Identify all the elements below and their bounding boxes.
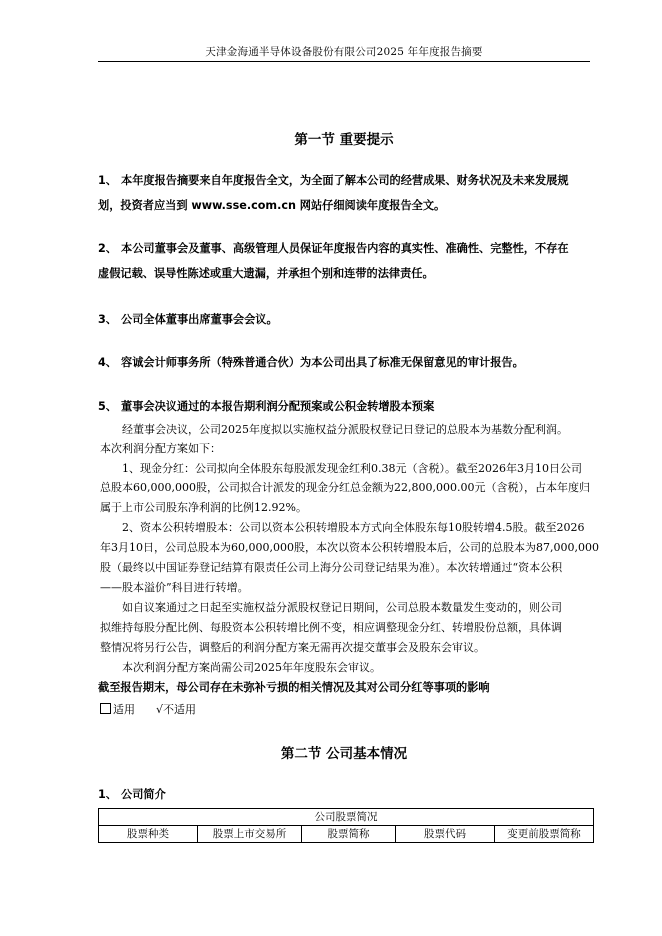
column-header: 股票种类 [99,826,198,843]
item-number: 1、 [98,174,117,187]
plan-line: 1、现金分红：公司拟向全体股东每股派发现金红利0.38元（含税）。截至2026年3月10日公司 [122,462,582,475]
plan-line: 经董事会决议，公司2025年度拟以实施权益分派股权登记日登记的总股本为基数分配利润。 [122,423,568,436]
plan-line: 拟维持每股分配比例、每股资本公积转增比例不变，相应调整现金分红、转增股份总额，具体调 [100,621,562,634]
plan-line: 属于上市公司股东净利润的比例12.92%。 [100,501,307,514]
header-divider [98,61,590,62]
plan-line: ——股本溢价”科目进行转增。 [100,581,249,594]
column-header: 股票上市交易所 [198,826,302,843]
item-number: 4、 [98,356,117,369]
company-profile-heading [98,785,594,805]
plan-line: 如自议案通过之日起至实施权益分派股权登记日期间，公司总股本数量发生变动的，则公司 [122,601,562,614]
not-applicable-label: 不适用 [163,703,197,716]
notice-item-4 [98,350,594,375]
item-text-cont: 虚假记载、误导性陈述或重大遗漏，并承担个别和连带的法律责任。 [98,267,434,280]
item-text: 本公司董事会及董事、高级管理人员保证年度报告内容的真实性、准确性、完整性，不存在 [121,242,569,255]
deficit-heading: 截至报告期末，母公司存在未弥补亏损的相关情况及其对公司分红等事项的影响 [98,681,490,694]
item-text: 公司全体董事出席董事会会议。 [121,313,278,326]
column-header: 变更前股票简称 [494,826,593,843]
item-number: 3、 [98,313,117,326]
item-text: 本年度报告摘要来自年度报告全文，为全面了解本公司的经营成果、财务状况及未来发展规 [121,174,569,187]
applicability-checkbox-row [100,701,196,717]
plan-line: 总股本60,000,000股，公司拟合计派发的现金分红总金额为22,800,000.00元（含税），占本年度归 [100,481,590,494]
column-header: 股票简称 [301,826,395,843]
item-number: 5、 [98,400,117,413]
check-mark-icon: √ [156,703,164,716]
plan-line: 股（最终以中国证券登记结算有限责任公司上海分公司登记结果为准）。本次转增通过“资本公积 [100,561,563,574]
applicable-checkbox[interactable] [100,703,111,714]
section2-title: 第二节 公司基本情况 [280,746,408,762]
plan-line: 本次利润分配方案尚需公司2025年年度股东会审议。 [122,661,381,674]
table-header-row [99,826,594,843]
plan-line: 整情况将另行公告，调整后的利润分配方案无需再次提交董事会及股东会审议。 [100,641,485,654]
item-number: 1、 [98,788,117,801]
notice-item-5 [98,394,594,419]
item-text: 容诚会计师事务所（特殊普通合伙）为本公司出具了标准无保留意见的审计报告。 [121,356,524,369]
notice-item-3 [98,307,594,332]
report-header: 天津金海通半导体设备股份有限公司2025 年年度报告摘要 [205,46,483,58]
item-text: 公司简介 [121,788,166,801]
section1-title: 第一节 重要提示 [294,132,394,148]
stock-info-table [98,808,594,843]
item-text-cont: 划，投资者应当到 www.sse.com.cn 网站仔细阅读年度报告全文。 [98,199,446,212]
applicable-label: 适用 [113,703,135,716]
plan-line: 本次利润分配方案如下： [100,442,221,455]
notice-item-1 [98,168,594,218]
notice-item-2 [98,236,594,286]
plan-line: 年3月10日，公司总股本为60,000,000股，本次以资本公积转增股本后，公司的总股本为87,000,000 [100,541,599,554]
item-text: 董事会决议通过的本报告期利润分配预案或公积金转增股本预案 [121,400,435,413]
item-number: 2、 [98,242,117,255]
table-caption: 公司股票简况 [99,809,594,826]
column-header: 股票代码 [395,826,494,843]
plan-line: 2、资本公积转增股本：公司以资本公积转增股本方式向全体股东每10股转增4.5股。截至2026 [122,521,585,534]
